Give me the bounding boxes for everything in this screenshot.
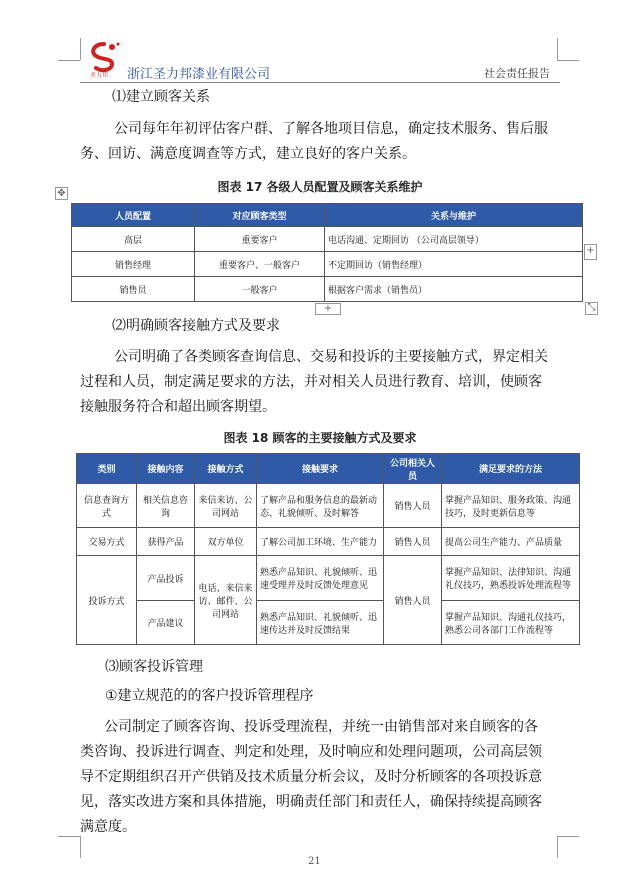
- table-row: [72, 227, 583, 252]
- company-name: 浙江圣力邦漆业有限公司: [127, 67, 271, 82]
- add-row-button[interactable]: +: [315, 303, 341, 315]
- table18-cell: 电话、来信来访、邮件、公司网站: [195, 556, 257, 645]
- section2-line1: 公司明确了各类顾客查询信息、交易和投诉的主要接触方式，界定相关: [114, 349, 548, 365]
- table17-cell: 销售经理: [72, 252, 195, 277]
- section3-line5: 满意度。: [80, 819, 136, 835]
- table18-cell: 熟悉产品知识、礼貌倾听、迅速受理并及时反馈处理意见: [257, 556, 384, 601]
- table-resize-handle[interactable]: ⤡: [585, 302, 598, 315]
- section1-line2: 务、回访、满意度调查等方式，建立良好的客户关系。: [80, 146, 416, 162]
- add-column-button[interactable]: +: [584, 244, 597, 260]
- crop-mark-bottom-right-h: [557, 836, 579, 837]
- table18-cell: 销售人员: [384, 556, 442, 645]
- table17-cell: 重要客户: [195, 227, 325, 252]
- table-row: [77, 556, 580, 601]
- crop-mark-top-left-h: [58, 60, 80, 61]
- section3-line2: 类咨询、投诉进行调查、判定和处理，及时响应和处理问题项，公司高层领: [80, 744, 542, 760]
- table18-cell: 掌握产品知识、沟通礼仪技巧，熟悉公司各部门工作流程等: [442, 601, 580, 645]
- crop-mark-top-right-h: [557, 60, 579, 61]
- table-row: [77, 601, 580, 645]
- table18-header-cell: 接触方式: [195, 454, 257, 484]
- table17-header-cell: 对应顾客类型: [195, 204, 325, 227]
- table18-cell: 来信来访、公司网站: [195, 484, 257, 528]
- table18-header-cell: 类别: [77, 454, 137, 484]
- logo-text: 圣力邦: [90, 72, 109, 79]
- page-number: 21: [308, 856, 321, 867]
- table17-cell: 高层: [72, 227, 195, 252]
- crop-mark-bottom-left-h: [58, 836, 80, 837]
- crop-mark-top-left-v: [80, 38, 81, 60]
- section2-line3: 接触服务符合和超出顾客期望。: [80, 399, 276, 415]
- table18-cell: 双方单位: [195, 528, 257, 556]
- section3-paragraph: [80, 715, 560, 840]
- table18-cell: 掌握产品知识、法律知识、沟通礼仪技巧，熟悉投诉处理流程等: [442, 556, 580, 601]
- report-title: 社会责任报告: [484, 67, 550, 80]
- section2-line2: 过程和人员，制定满足要求的方法，并对相关人员进行教育、培训，使顾客: [80, 374, 542, 390]
- table18-cell: 相关信息咨询: [137, 484, 195, 528]
- section2-paragraph: [80, 345, 560, 420]
- table-row: [77, 528, 580, 556]
- table17-header-cell: 关系与维护: [325, 204, 583, 227]
- table18: [76, 453, 580, 645]
- section3-line1: 公司制定了顾客咨询、投诉受理流程，并统一由销售部对来自顾客的各: [104, 719, 538, 735]
- table17-cell: 重要客户、一般客户: [195, 252, 325, 277]
- table17-cell: 一般客户: [195, 277, 325, 302]
- section2-heading: ⑵明确顾客接触方式及要求: [112, 318, 280, 334]
- table-row: [72, 252, 583, 277]
- table17-caption: 图表 17 各级人员配置及顾客关系维护: [217, 180, 423, 194]
- table17-cell: 根据客户需求（销售员）: [325, 277, 583, 302]
- table-row: [72, 277, 583, 302]
- table18-cell: 产品建议: [137, 601, 195, 645]
- table18-cell: 产品投诉: [137, 556, 195, 601]
- table18-cell: 熟悉产品知识、礼貌倾听、迅速传达并及时反馈结果: [257, 601, 384, 645]
- section3-heading: ⑶顾客投诉管理: [105, 659, 203, 675]
- table18-header-cell: 满足要求的方法: [442, 454, 580, 484]
- table18-cell: 交易方式: [77, 528, 137, 556]
- table18-cell: 信息查询方式: [77, 484, 137, 528]
- table18-header-cell: 接触要求: [257, 454, 384, 484]
- crop-mark-top-right-v: [557, 38, 558, 60]
- table18-cell: 了解产品和服务信息的最新动态、礼貌倾听、及时解答: [257, 484, 384, 528]
- table-row: [77, 484, 580, 528]
- section1-heading: ⑴建立顾客关系: [112, 89, 210, 105]
- section1-line1: 公司每年年初评估客户群、了解各地项目信息，确定技术服务、售后服: [114, 121, 548, 137]
- table18-header-cell: 接触内容: [137, 454, 195, 484]
- section3-subheading: ①建立规范的的客户投诉管理程序: [105, 688, 314, 704]
- table17: [71, 203, 583, 302]
- table18-caption: 图表 18 顾客的主要接触方式及要求: [223, 431, 417, 445]
- table18-cell: 了解公司加工环境、生产能力: [257, 528, 384, 556]
- table18-cell: 销售人员: [384, 528, 442, 556]
- table18-cell: 投诉方式: [77, 556, 137, 645]
- table17-cell: 销售员: [72, 277, 195, 302]
- table18-cell: 销售人员: [384, 484, 442, 528]
- table18-cell: 掌握产品知识、服务政策、沟通技巧，及时更新信息等: [442, 484, 580, 528]
- section3-line4: 见，落实改进方案和具体措施，明确责任部门和责任人，确保持续提高顾客: [80, 794, 542, 810]
- table-move-handle[interactable]: ✥: [55, 187, 68, 200]
- header-divider: [80, 82, 560, 83]
- table17-header-cell: 人员配置: [72, 204, 195, 227]
- section1-paragraph: [80, 117, 560, 167]
- table17-cell: 不定期回访（销售经理）: [325, 252, 583, 277]
- table18-header-cell: 公司相关人员: [384, 454, 442, 484]
- table18-cell: 获得产品: [137, 528, 195, 556]
- section3-line3: 导不定期组织召开产供销及技术质量分析会议，及时分析顾客的各项投诉意: [80, 769, 542, 785]
- table17-cell: 电话沟通、定期回访 （公司高层领导）: [325, 227, 583, 252]
- table18-cell: 提高公司生产能力、产品质量: [442, 528, 580, 556]
